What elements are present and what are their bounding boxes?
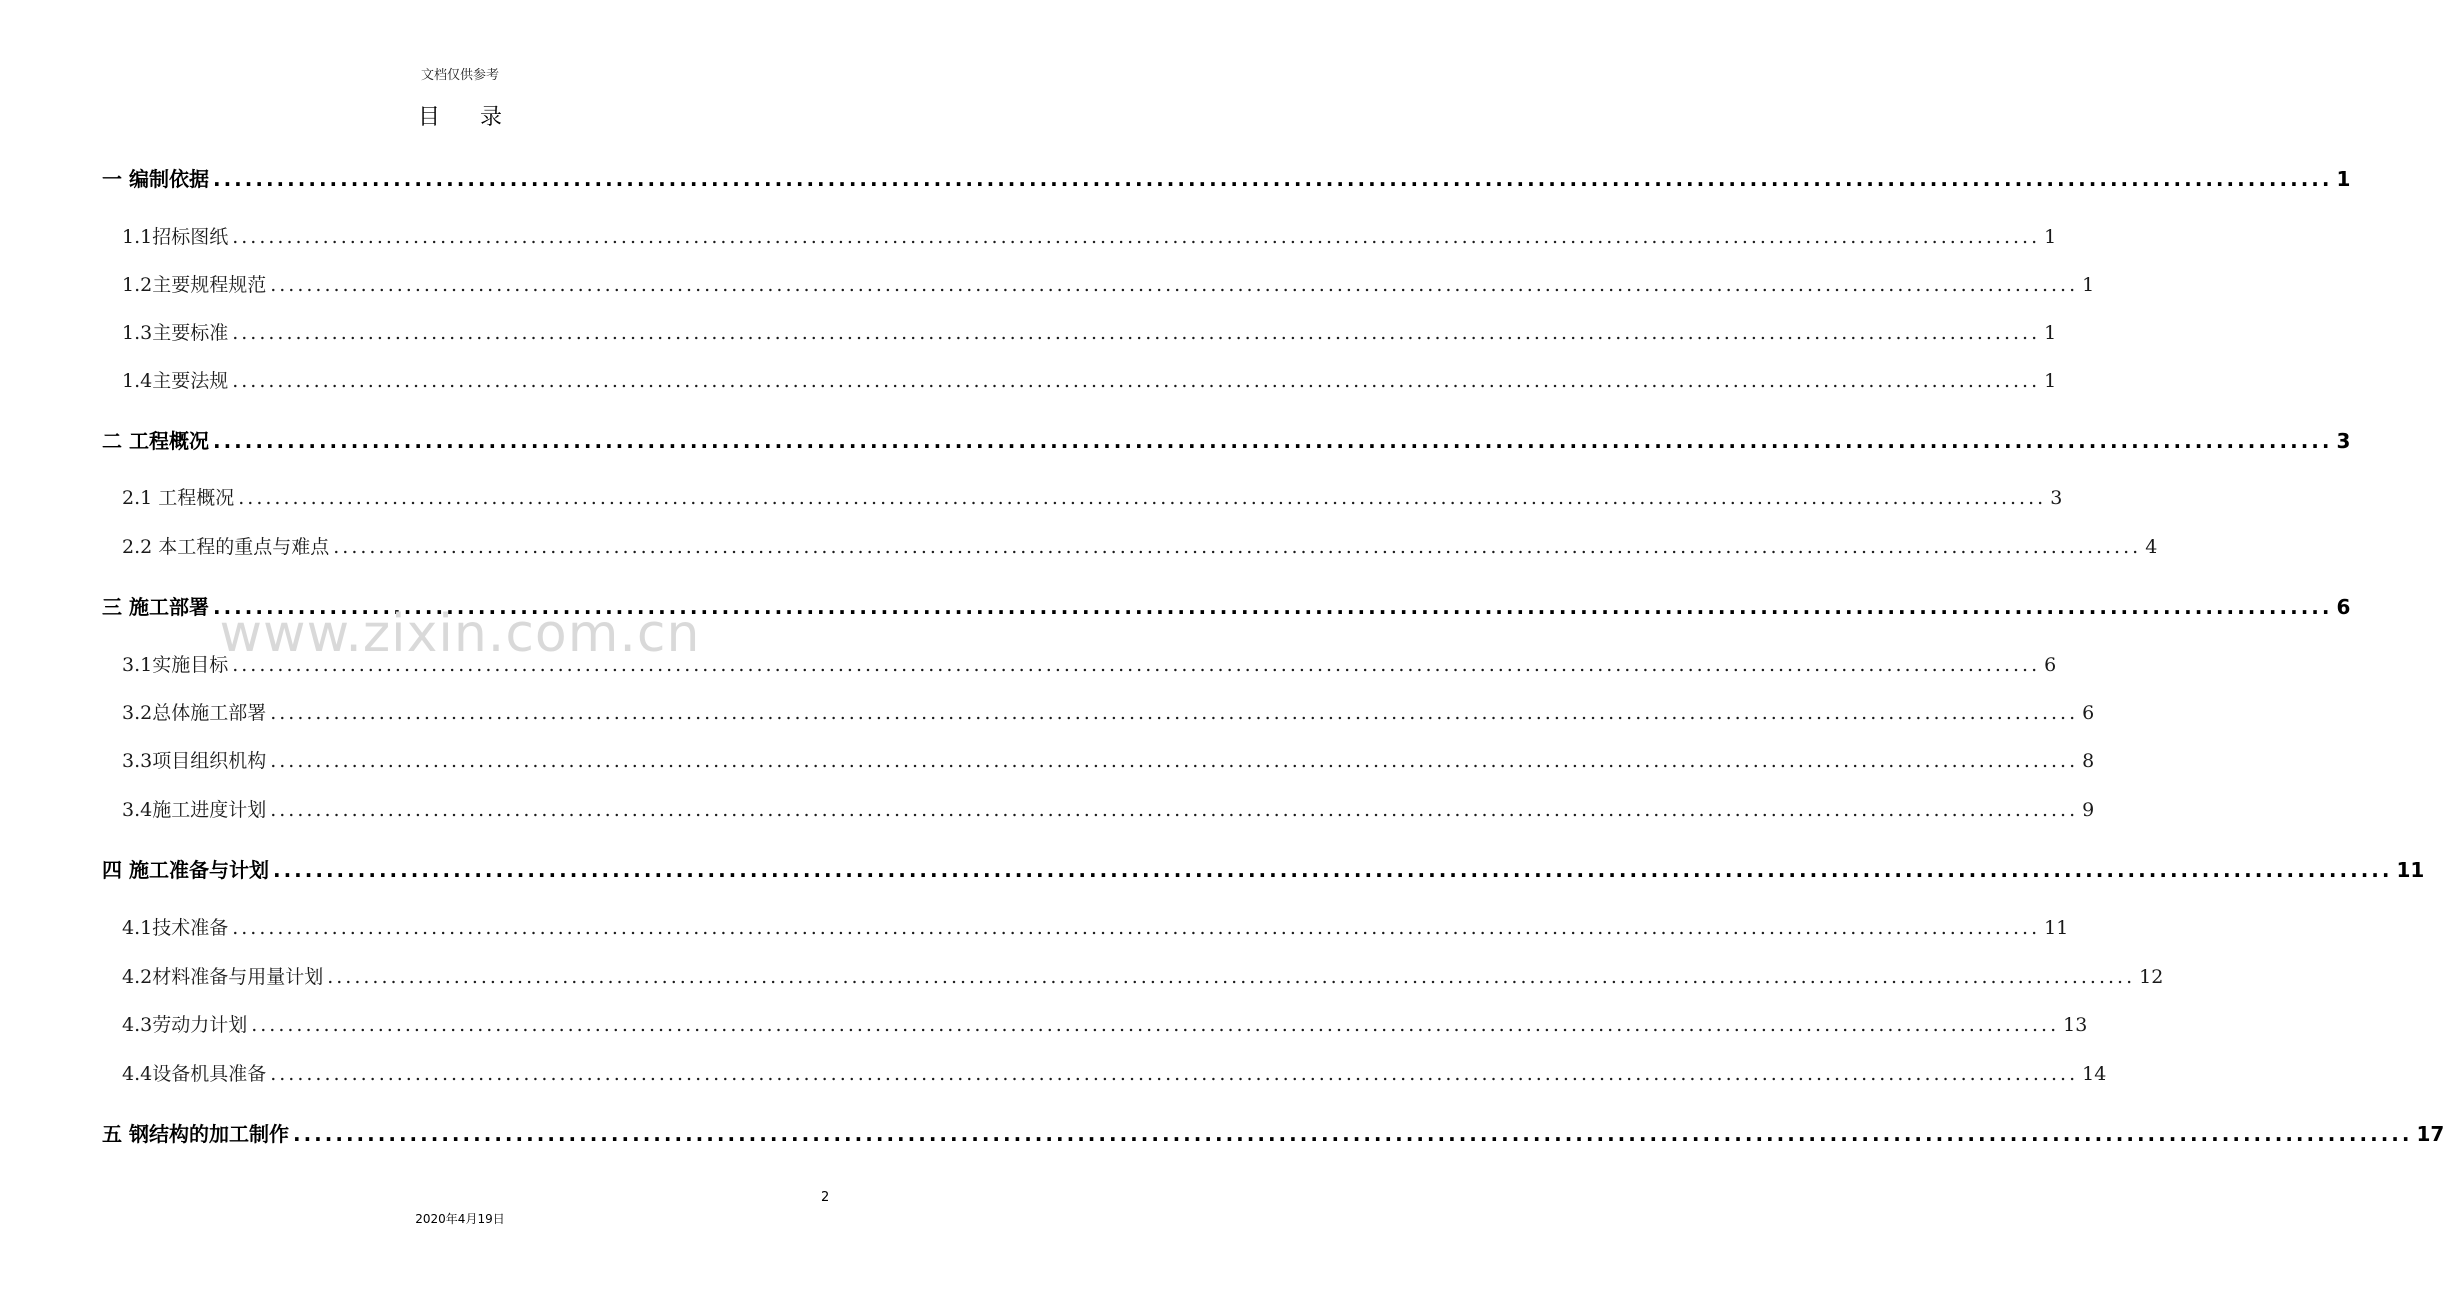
toc-leader-dots: ........................................................................................................................................................................................................ <box>272 858 2393 882</box>
toc-entry[interactable] <box>0 591 2351 621</box>
toc-entry-page: 3 <box>2336 429 2351 453</box>
footer-date: 2020年4月19日 <box>415 1212 505 1226</box>
toc-leader-dots: ........................................................................................................................................................................................................ <box>238 487 2047 509</box>
toc-entry-label: 1.4主要法规 <box>122 370 229 392</box>
toc-entry-label: 1.1招标图纸 <box>122 226 229 248</box>
toc-entry[interactable] <box>0 163 2351 193</box>
toc-leader-dots: ........................................................................................................................................................................................................ <box>232 226 2041 248</box>
toc-entry-label: 三 施工部署 <box>102 595 209 619</box>
toc-entry-line <box>122 1010 2088 1037</box>
toc-leader-dots: ........................................................................................................................................................................................................ <box>212 429 2333 453</box>
toc-entry[interactable] <box>0 962 2164 992</box>
toc-leader-dots: ........................................................................................................................................................................................................ <box>232 370 2041 392</box>
toc-entry-label: 4.1技术准备 <box>122 917 229 939</box>
toc-entry-page: 1 <box>2044 322 2057 344</box>
toc-entry-line <box>102 163 2351 192</box>
toc-entry-page: 1 <box>2336 167 2351 191</box>
toc-entry-label: 五 钢结构的加工制作 <box>102 1122 289 1146</box>
page-number: 2 <box>821 1190 830 1205</box>
toc-entry-line <box>122 962 2164 989</box>
toc-entry-page: 4 <box>2145 536 2158 558</box>
toc-entry-label: 3.1实施目标 <box>122 654 229 676</box>
toc-entry-label: 2.1 工程概况 <box>122 487 235 509</box>
toc-entry-label: 1.3主要标准 <box>122 322 229 344</box>
toc-entry[interactable] <box>0 1059 2107 1089</box>
toc-leader-dots: ........................................................................................................................................................................................................ <box>212 167 2333 191</box>
toc-entry-page: 6 <box>2044 654 2057 676</box>
toc-entry[interactable] <box>0 366 2057 396</box>
toc-entry-page: 11 <box>2044 917 2069 939</box>
toc-entry-label: 2.2 本工程的重点与难点 <box>122 536 330 558</box>
toc-leader-dots: ........................................................................................................................................................................................................ <box>333 536 2142 558</box>
toc-entry-page: 1 <box>2082 274 2095 296</box>
toc-leader-dots: ........................................................................................................................................................................................................ <box>251 1014 2060 1036</box>
toc-leader-dots: ........................................................................................................................................................................................................ <box>270 1063 2079 1085</box>
toc-entry[interactable] <box>0 270 2095 300</box>
toc-entry-line <box>102 854 2425 883</box>
toc-entry[interactable] <box>0 532 2158 562</box>
toc-entry-label: 四 施工准备与计划 <box>102 858 269 882</box>
toc-entry-label: 1.2主要规程规范 <box>122 274 267 296</box>
toc-leader-dots: ........................................................................................................................................................................................................ <box>232 322 2041 344</box>
toc-entry-line <box>122 746 2095 773</box>
toc-entry[interactable] <box>0 483 2063 513</box>
toc-entry-line <box>122 913 2069 940</box>
toc-entry-label: 4.4设备机具准备 <box>122 1063 267 1085</box>
toc-entry[interactable] <box>0 746 2095 776</box>
toc-leader-dots: ........................................................................................................................................................................................................ <box>292 1122 2413 1146</box>
toc-entry[interactable] <box>0 698 2095 728</box>
toc-entry-line <box>122 650 2057 677</box>
toc-entry-label: 4.2材料准备与用量计划 <box>122 966 324 988</box>
toc-title: 目录 <box>417 105 542 130</box>
toc-entry-line <box>102 591 2351 620</box>
toc-entry-page: 6 <box>2082 702 2095 724</box>
toc-entry-page: 3 <box>2050 487 2063 509</box>
toc-entry-page: 12 <box>2139 966 2164 988</box>
toc-entry[interactable] <box>0 854 2425 884</box>
toc-entry-line <box>122 532 2158 559</box>
toc-entry-line <box>122 318 2057 345</box>
toc-leader-dots: ........................................................................................................................................................................................................ <box>270 702 2079 724</box>
toc-entry-line <box>122 222 2057 249</box>
toc-leader-dots: ........................................................................................................................................................................................................ <box>212 595 2333 619</box>
toc-entry-label: 4.3劳动力计划 <box>122 1014 248 1036</box>
toc-entry-page: 14 <box>2082 1063 2107 1085</box>
toc-entry-line <box>122 270 2095 297</box>
toc-entry-page: 17 <box>2416 1122 2444 1146</box>
toc-entry-line <box>102 425 2351 454</box>
toc-entry-line <box>122 698 2095 725</box>
toc-entry[interactable] <box>0 913 2069 943</box>
toc-leader-dots: ........................................................................................................................................................................................................ <box>232 917 2041 939</box>
toc-entry[interactable] <box>0 425 2351 455</box>
toc-entry[interactable] <box>0 795 2095 825</box>
toc-entry-label: 3.3项目组织机构 <box>122 750 267 772</box>
toc-entry[interactable] <box>0 222 2057 252</box>
toc-entry[interactable] <box>0 1118 2444 1148</box>
toc-entry-line <box>122 366 2057 393</box>
toc-entry-label: 二 工程概况 <box>102 429 209 453</box>
header-note: 文档仅供参考 <box>420 68 499 83</box>
toc-entry-line <box>122 795 2095 822</box>
toc-leader-dots: ........................................................................................................................................................................................................ <box>270 799 2079 821</box>
toc-leader-dots: ........................................................................................................................................................................................................ <box>270 274 2079 296</box>
toc-entry-page: 1 <box>2044 226 2057 248</box>
toc-entry-page: 1 <box>2044 370 2057 392</box>
toc-leader-dots: ........................................................................................................................................................................................................ <box>232 654 2041 676</box>
watermark: www.zixin.com.cn <box>219 604 701 664</box>
toc-entry-label: 一 编制依据 <box>102 167 209 191</box>
toc-entry-label: 3.2总体施工部署 <box>122 702 267 724</box>
toc-entry[interactable] <box>0 318 2057 348</box>
toc-entry-line <box>102 1118 2444 1147</box>
toc-entry-page: 6 <box>2336 595 2351 619</box>
toc-leader-dots: ........................................................................................................................................................................................................ <box>327 966 2136 988</box>
toc-entry[interactable] <box>0 650 2057 680</box>
toc-entry-page: 11 <box>2396 858 2425 882</box>
toc-entry-label: 3.4施工进度计划 <box>122 799 267 821</box>
toc-entry-page: 8 <box>2082 750 2095 772</box>
toc-entry-line <box>122 1059 2107 1086</box>
toc-entry[interactable] <box>0 1010 2088 1040</box>
toc-entry-line <box>122 483 2063 510</box>
toc-entry-page: 13 <box>2063 1014 2088 1036</box>
toc-leader-dots: ........................................................................................................................................................................................................ <box>270 750 2079 772</box>
toc-entry-page: 9 <box>2082 799 2095 821</box>
